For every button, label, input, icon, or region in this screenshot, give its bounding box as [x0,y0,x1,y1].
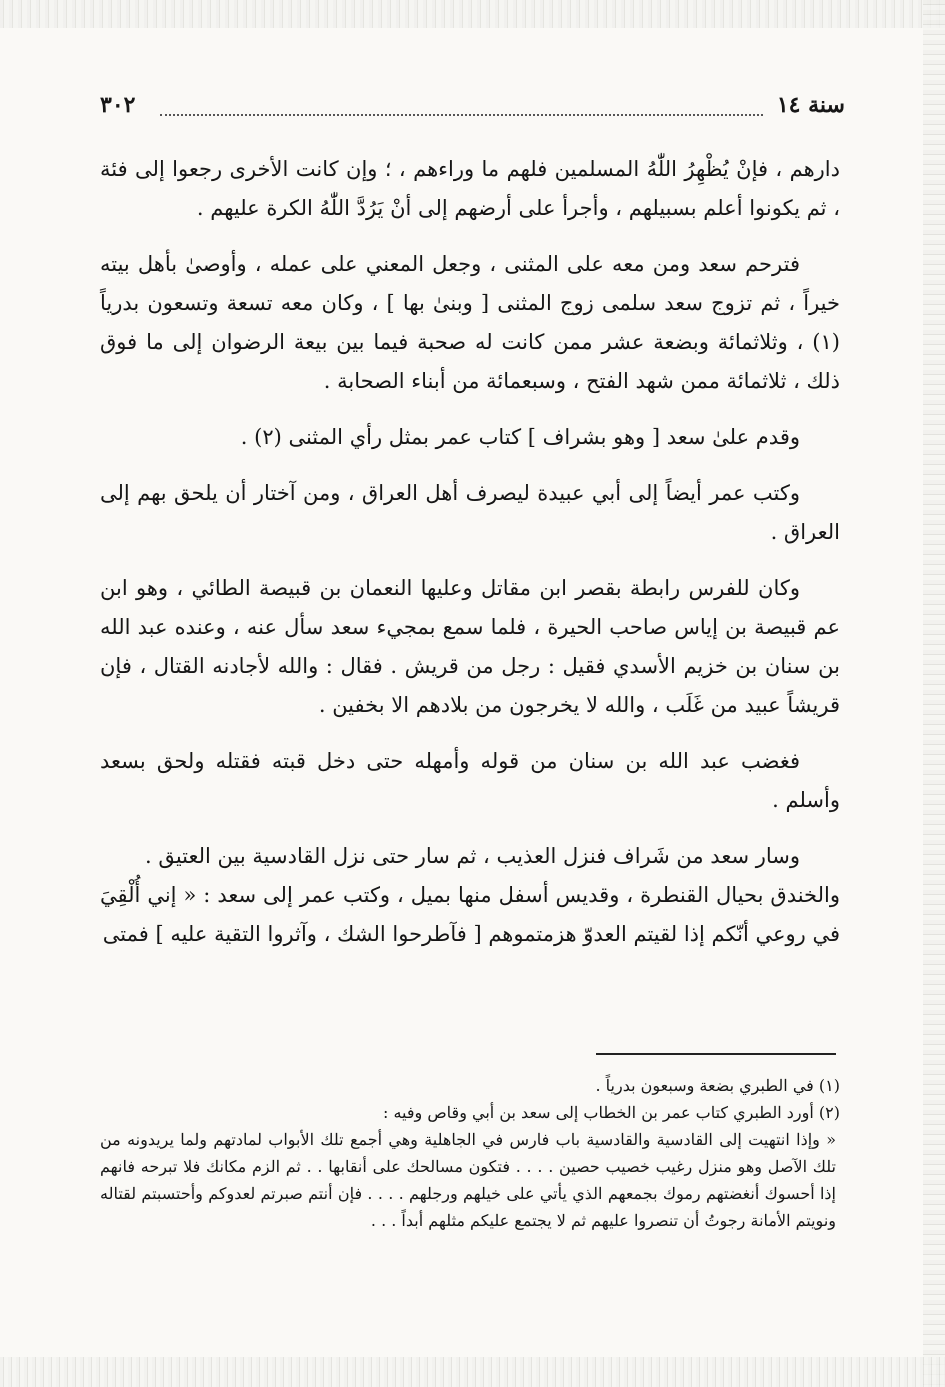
paragraph: وكان للفرس رابطة بقصر ابن مقاتل وعليها النعمان بن قبيصة الطائي ، وهو ابن عم قبيصة بن إياس صاحب الحيرة ، فلما سمع بمجيء سعد سأل عنه ، وعنده عبد الله بن سنان بن خزيم الأسدي فقيل : رجل من قريش . فقال : والله لأجادنه القتال ، فإن قريشاً عبيد من غَلَب ، والله لا يخرجون من بلادهم الا بخفين . [100,576,840,717]
footnotes [100,1072,840,1234]
page-header [100,92,845,126]
paragraph: والخندق بحيال القنطرة ، وقديس أسفل منها بميل ، وكتب عمر إلى سعد : « إني أُلْقِيَ في روعي أنّكم إذا لقيتم العدوّ هزمتموهم [ فآطرحوا الشك ، وآثروا التقية عليه ] فمتى [100,883,840,946]
scan-edge-right [923,0,945,1387]
header-dotted-leader [160,114,763,116]
scan-edge-bottom [0,1357,945,1387]
running-head: سنة ١٤ [776,92,845,118]
footnote-2: (٢) أورد الطبري كتاب عمر بن الخطاب إلى سعد بن أبي وقاص وفيه : [382,1103,840,1122]
paragraph: فغضب عبد الله بن سنان من قوله وأمهله حتى دخل قبته فقتله ولحق بسعد وأسلم . [100,749,840,812]
main-text [100,150,840,971]
paragraph: دارهم ، فإنْ يُظْهِرُ اللّٰهُ المسلمين فلهم ما وراءهم ، ؛ وإن كانت الأخرى رجعوا إلى فئة ، ثم يكونوا أعلم بسبيلهم ، وأجرأ على أرضهم إلى أنْ يَرُدَّ اللّٰهُ الكرة عليهم . [100,157,840,220]
footnote-2-quote: « وإذا انتهيت إلى القادسية والقادسية باب فارس في الجاهلية وهي أجمع تلك الأبواب لمادتهم ولما يريدونه من تلك الآصل وهو منزل رغيب خصيب حصين . . . . فتكون مسالحك على أنقابها . . ثم الزم مكانك فلا تبرحه فانهم إذا أحسوك أنغضتهم رموك بجمعهم الذي يأتي على خيلهم ورجلهم . . . . فإن أنتم صبرتم لعدوكم وأحتسبتم لقتاله ونويتم الأمانة رجوتُ أن تنصروا عليهم ثم لا يجتمع عليكم مثلهم أبداً . . . [100,1130,836,1230]
page-number: ٣٠٢ [100,92,136,118]
paragraph: وسار سعد من شَراف فنزل العذيب ، ثم سار حتى نزل القادسية بين العتيق . [144,844,800,868]
footnote-1: (١) في الطبري بضعة وسبعون بدرياً . [595,1076,840,1095]
paragraph: فترحم سعد ومن معه على المثنى ، وجعل المعني على عمله ، وأوصىٰ بأهل بيته خيراً ، ثم تزوج سعد سلمى زوج المثنى [ وبنىٰ بها ] ، وكان معه تسعة وتسعون بدرياً (١) ، وثلاثمائة وبضعة عشر ممن كانت له صحبة فيما بين بيعة الرضوان إلى ما فوق ذلك ، ثلاثمائة ممن شهد الفتح ، وسبعمائة من أبناء الصحابة . [100,252,840,393]
paragraph: وقدم علىٰ سعد [ وهو بشراف ] كتاب عمر بمثل رأي المثنى (٢) . [240,425,800,449]
paragraph: وكتب عمر أيضاً إلى أبي عبيدة ليصرف أهل العراق ، ومن آختار أن يلحق بهم إلى العراق . [100,481,840,544]
footnote-separator [596,1053,836,1055]
scan-edge-top [0,0,945,28]
